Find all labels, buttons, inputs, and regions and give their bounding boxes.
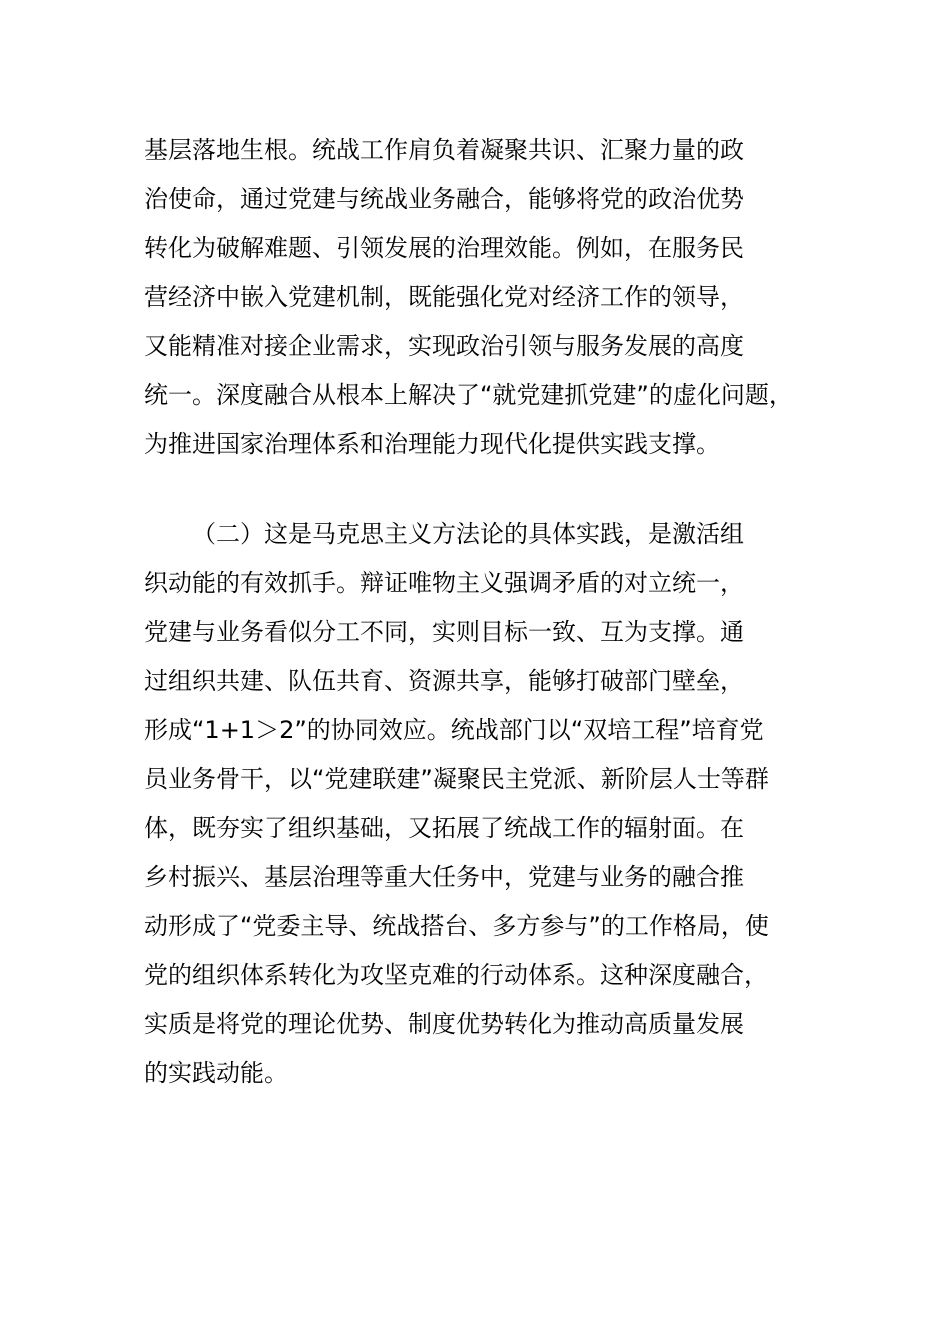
text-line: 织动能的有效抓手。辩证唯物主义强调矛盾的对立统一， [144,569,744,597]
text-line: 基层落地生根。统战工作肩负着凝聚共识、汇聚力量的政 [144,136,744,164]
text-line: （二）这是马克思主义方法论的具体实践，是激活组 [192,520,744,548]
text-line: 形成“1+1＞2”的协同效应。统战部门以“双培工程”培育党 [144,716,764,744]
text-line: 营经济中嵌入党建机制，既能强化党对经济工作的领导， [144,283,744,311]
text-line: 又能精准对接企业需求，实现政治引领与服务发展的高度 [144,332,744,360]
text-line: 党的组织体系转化为攻坚克难的行动体系。这种深度融合， [144,961,768,989]
text-line: 体，既夯实了组织基础，又拓展了统战工作的辐射面。在 [144,814,744,842]
text-line: 党建与业务看似分工不同，实则目标一致、互为支撑。通 [144,618,744,646]
text-line: 乡村振兴、基层治理等重大任务中，党建与业务的融合推 [144,863,744,891]
text-line: 为推进国家治理体系和治理能力现代化提供实践支撑。 [144,430,720,458]
paragraph-1 [144,126,844,469]
text-line: 实质是将党的理论优势、制度优势转化为推动高质量发展 [144,1010,744,1038]
text-line: 动形成了“党委主导、统战搭台、多方参与”的工作格局，使 [144,912,769,940]
text-line: 的实践动能。 [144,1059,288,1087]
text-line: 治使命，通过党建与统战业务融合，能够将党的政治优势 [144,185,744,213]
text-line: 统一。深度融合从根本上解决了“就党建抓党建”的虚化问题， [144,381,793,409]
paragraph-2 [144,510,844,1098]
text-line: 员业务骨干，以“党建联建”凝聚民主党派、新阶层人士等群 [144,765,769,793]
text-line: 转化为破解难题、引领发展的治理效能。例如，在服务民 [144,234,744,262]
text-line: 过组织共建、队伍共育、资源共享，能够打破部门壁垒， [144,667,744,695]
